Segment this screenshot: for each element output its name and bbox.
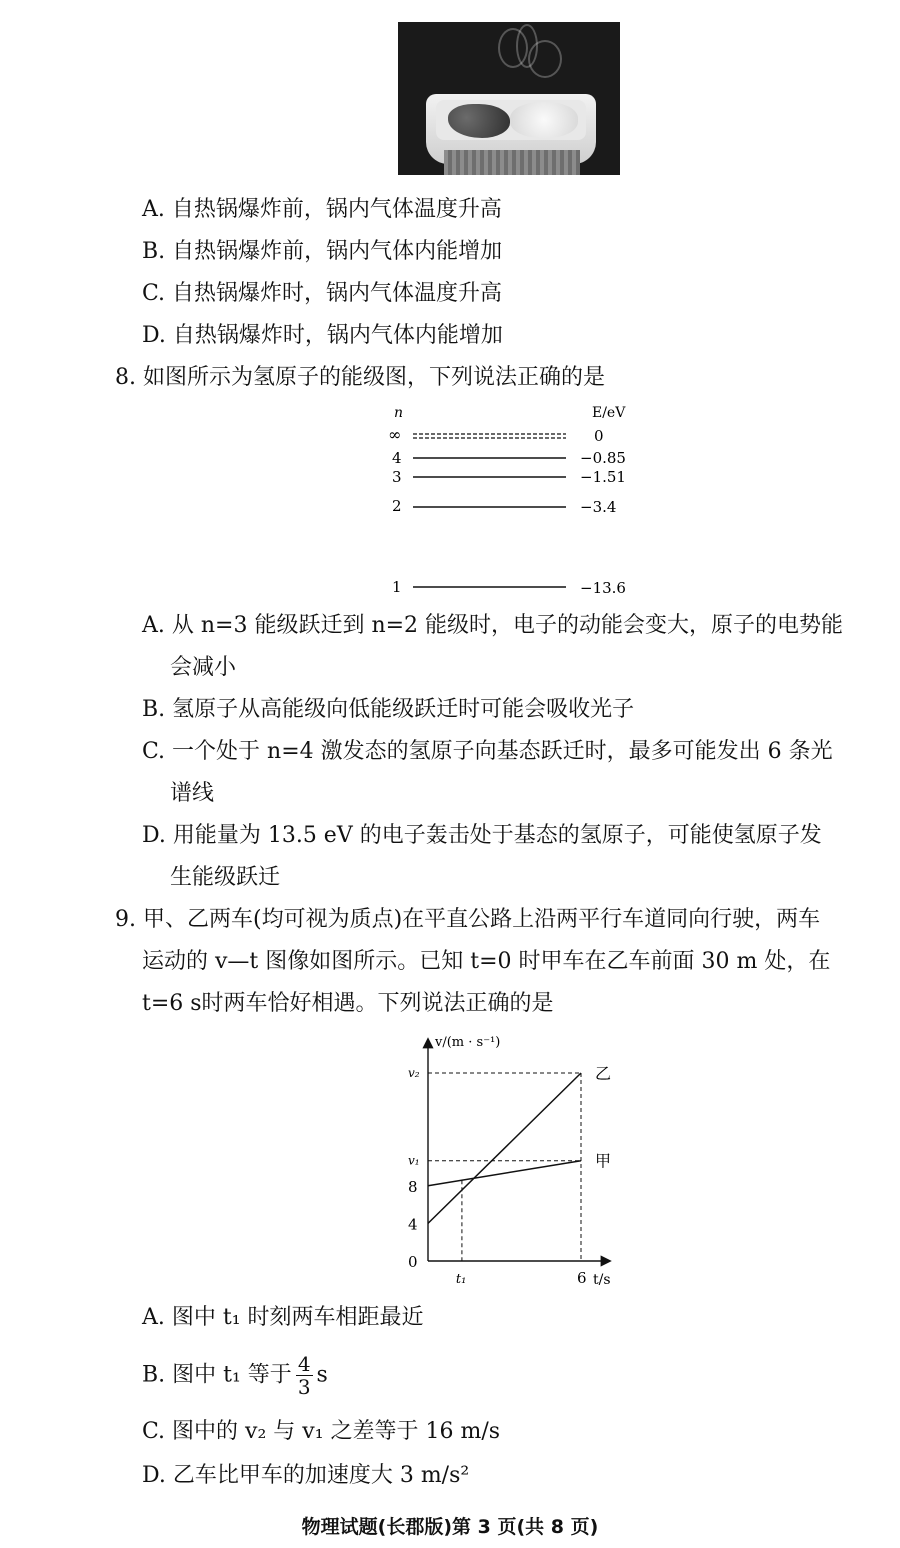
y-tick-label-4: v₂ (408, 1066, 420, 1080)
q9-option-b-prefix: B. 图中 t₁ 等于 (142, 1362, 292, 1388)
q8-option-d-line1: D. 用能量为 13.5 eV 的电子轰击处于基态的氢原子，可能使氢原子发 (142, 823, 822, 848)
level-e-1: −13.6 (580, 579, 626, 597)
y-axis-label: v/(m · s⁻¹) (435, 1035, 501, 1050)
q9-stem-line1: 9. 甲、乙两车(均可视为质点)在平直公路上沿两平行车道同向行驶，两车 (115, 907, 821, 932)
series-label-yi: 乙 (595, 1064, 612, 1083)
q9-option-a: A. 图中 t₁ 时刻两车相距最近 (142, 1305, 424, 1330)
fraction-denominator: 3 (297, 1375, 311, 1399)
x-axis-label: t/s (593, 1272, 611, 1288)
vt-graph (395, 1030, 625, 1292)
level-n-inf: ∞ (388, 425, 402, 444)
y-tick-label-3: v₁ (408, 1153, 420, 1168)
y-tick-label-2: 8 (408, 1177, 418, 1196)
level-n-2: 2 (392, 497, 402, 515)
q8-option-d-line2: 生能级跃迁 (170, 865, 281, 890)
series-label-jia: 甲 (595, 1151, 612, 1171)
energy-level-diagram (380, 400, 660, 600)
q9-stem-line2: 运动的 v—t 图像如图所示。已知 t=0 时甲车在乙车前面 30 m 处，在 (142, 949, 831, 974)
q8-stem: 8. 如图所示为氢原子的能级图，下列说法正确的是 (115, 365, 605, 390)
level-e-inf: 0 (594, 427, 604, 445)
n-header: n (394, 405, 404, 421)
level-n-4: 4 (392, 449, 402, 467)
q8-option-a-line1: A. 从 n=3 能级跃迁到 n=2 能级时，电子的动能会变大，原子的电势能 (142, 613, 844, 638)
q9-option-c: C. 图中的 v₂ 与 v₁ 之差等于 16 m/s (142, 1419, 501, 1444)
q7-option-b: B. 自热锅爆炸前，锅内气体内能增加 (142, 239, 503, 264)
level-e-3: −1.51 (580, 468, 626, 486)
x-tick-label-t1: t₁ (455, 1272, 467, 1287)
level-e-2: −3.4 (580, 498, 617, 516)
q7-option-c: C. 自热锅爆炸时，锅内气体温度升高 (142, 281, 503, 306)
q8-option-a-line2: 会减小 (170, 655, 237, 680)
q8-option-c-line2: 谱线 (170, 781, 215, 806)
q9-option-b-unit: s (316, 1362, 328, 1388)
origin-label: 0 (408, 1253, 418, 1271)
level-e-4: −0.85 (580, 449, 626, 467)
series-line-jia (428, 1161, 581, 1186)
q9-option-d: D. 乙车比甲车的加速度大 3 m/s² (142, 1463, 470, 1488)
fraction-numerator: 4 (297, 1352, 311, 1376)
q7-option-d: D. 自热锅爆炸时，锅内气体内能增加 (142, 323, 503, 348)
q9-stem-line3: t=6 s时两车恰好相遇。下列说法正确的是 (142, 991, 554, 1016)
y-tick-label-1: 4 (408, 1215, 418, 1234)
e-header: E/eV (592, 405, 626, 421)
q9-option-b (142, 1353, 328, 1398)
q7-option-a: A. 自热锅爆炸前，锅内气体温度升高 (142, 197, 502, 222)
self-heating-pot-photo (398, 22, 620, 175)
q8-option-b: B. 氢原子从高能级向低能级跃迁时可能会吸收光子 (142, 697, 635, 722)
x-tick-label-6: 6 (577, 1269, 587, 1287)
series-line-yi (428, 1073, 581, 1223)
level-n-1: 1 (392, 578, 402, 596)
fraction-four-thirds (296, 1353, 313, 1398)
page-footer: 物理试题(长郡版)第 3 页(共 8 页) (301, 1516, 599, 1538)
q8-option-c-line1: C. 一个处于 n=4 激发态的氢原子向基态跃迁时，最多可能发出 6 条光 (142, 739, 833, 764)
level-n-3: 3 (392, 468, 402, 486)
